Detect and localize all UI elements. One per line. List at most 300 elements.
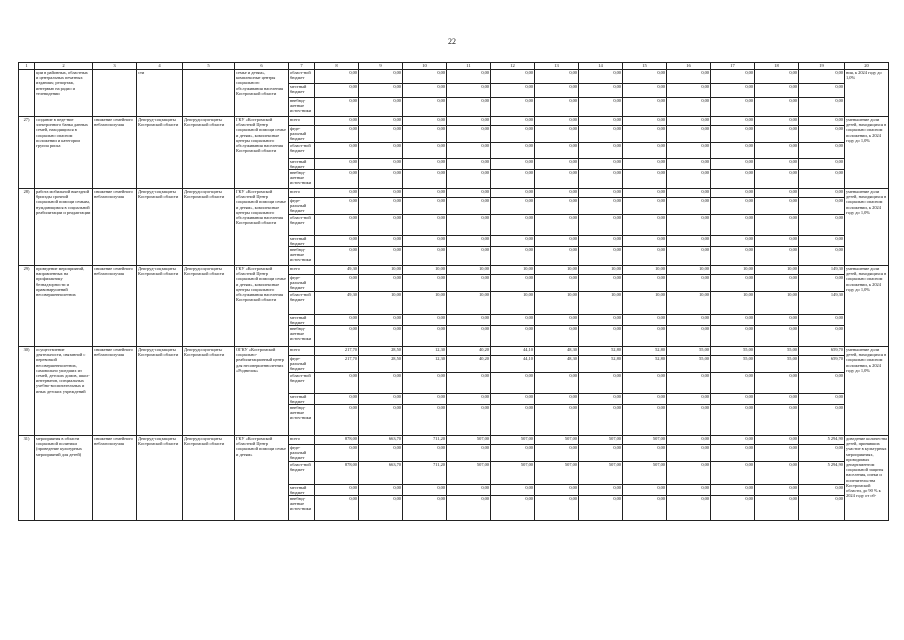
- amount-cell: 0,00: [799, 235, 845, 246]
- amount-cell: 659,70: [799, 347, 845, 356]
- amount-cell: 0,00: [667, 170, 711, 189]
- amount-cell: 0,00: [579, 326, 623, 347]
- amount-cell: 0,00: [403, 247, 447, 266]
- amount-cell: 0,00: [403, 235, 447, 246]
- funding-source: всего: [289, 117, 315, 126]
- amount-cell: 0,00: [535, 275, 579, 292]
- amount-cell: 0,00: [799, 214, 845, 235]
- amount-cell: 0,00: [447, 170, 491, 189]
- amount-cell: 507,00: [491, 436, 535, 445]
- amount-cell: 0,00: [447, 247, 491, 266]
- amount-cell: 878,00: [315, 461, 359, 484]
- amount-cell: 0,00: [711, 98, 755, 117]
- amount-cell: 0,00: [623, 198, 667, 215]
- page-number: 22: [448, 37, 456, 46]
- amount-cell: 10,00: [755, 266, 799, 275]
- column-header: 17: [711, 63, 755, 70]
- amount-cell: 0,00: [491, 198, 535, 215]
- amount-cell: 0,00: [535, 484, 579, 495]
- amount-cell: 0,00: [491, 235, 535, 246]
- funding-source: внебюд-жетные источ-ники: [289, 98, 315, 117]
- amount-cell: 0,00: [711, 235, 755, 246]
- amount-cell: 507,00: [623, 436, 667, 445]
- amount-cell: 10,00: [623, 291, 667, 314]
- amount-cell: 507,00: [535, 436, 579, 445]
- funding-source: местный бюджет: [289, 158, 315, 169]
- executor: семье и детям», комплексные центры социального обслуживания населения Костромской области: [235, 70, 289, 117]
- funding-source: местный бюджет: [289, 235, 315, 246]
- amount-cell: 0,00: [799, 126, 845, 143]
- row-number: 28): [19, 189, 35, 266]
- amount-cell: 0,00: [623, 189, 667, 198]
- amount-cell: 0,00: [667, 214, 711, 235]
- amount-cell: 0,00: [579, 158, 623, 169]
- amount-cell: 878,00: [315, 436, 359, 445]
- amount-cell: 10,00: [623, 266, 667, 275]
- amount-cell: 0,00: [315, 445, 359, 462]
- amount-cell: 0,00: [359, 445, 403, 462]
- amount-cell: 10,00: [711, 291, 755, 314]
- column-header: 18: [755, 63, 799, 70]
- funding-source: внебюд-жетные источ-ники: [289, 326, 315, 347]
- amount-cell: 0,00: [491, 98, 535, 117]
- amount-cell: 0,00: [315, 214, 359, 235]
- amount-cell: 0,00: [623, 126, 667, 143]
- amount-cell: 0,00: [535, 198, 579, 215]
- amount-cell: 0,00: [315, 170, 359, 189]
- column-header: 12: [491, 63, 535, 70]
- amount-cell: 0,00: [491, 170, 535, 189]
- amount-cell: 48,30: [535, 347, 579, 356]
- funding-source: феде-ральный бюджет: [289, 126, 315, 143]
- amount-cell: 0,00: [579, 189, 623, 198]
- amount-cell: 711,20: [403, 436, 447, 445]
- amount-cell: 0,00: [711, 84, 755, 98]
- amount-cell: 0,00: [535, 405, 579, 436]
- funding-source: област-ной бюджет: [289, 214, 315, 235]
- funding-source: феде-ральный бюджет: [289, 356, 315, 373]
- amount-cell: 10,00: [535, 291, 579, 314]
- amount-cell: 55,00: [711, 347, 755, 356]
- amount-cell: 0,00: [755, 461, 799, 484]
- amount-cell: 0,00: [623, 98, 667, 117]
- amount-cell: 0,00: [623, 484, 667, 495]
- amount-cell: 0,00: [579, 314, 623, 325]
- expected-result: уменьшение доли детей, находящихся в социально опасном положении, к 2024 году до 1,0%: [845, 347, 889, 436]
- amount-cell: 0,00: [667, 189, 711, 198]
- amount-cell: 0,00: [667, 326, 711, 347]
- amount-cell: 0,00: [755, 70, 799, 84]
- amount-cell: 0,00: [623, 158, 667, 169]
- amount-cell: 0,00: [711, 275, 755, 292]
- amount-cell: 0,00: [667, 275, 711, 292]
- amount-cell: 0,00: [403, 214, 447, 235]
- amount-cell: 0,00: [359, 247, 403, 266]
- amount-cell: 0,00: [447, 314, 491, 325]
- amount-cell: 0,00: [799, 142, 845, 158]
- program-table: [18, 62, 889, 521]
- amount-cell: 52,80: [579, 347, 623, 356]
- amount-cell: 0,00: [491, 247, 535, 266]
- amount-cell: 0,00: [711, 214, 755, 235]
- amount-cell: 0,00: [359, 405, 403, 436]
- amount-cell: 0,00: [491, 405, 535, 436]
- expected-result: уменьшение доли детей, находящихся в социально опасном положении, к 2024 году до 1,0%: [845, 117, 889, 189]
- coordinator: Депгрудсоцза-щиты Костромской области: [183, 189, 235, 266]
- measure-description: проведение мероприятий, направленных на профилактику безнадзорности и правонарушений несовершеннолетних: [35, 266, 93, 347]
- amount-cell: 0,00: [579, 405, 623, 436]
- funding-source: област-ной бюджет: [289, 142, 315, 158]
- amount-cell: 0,00: [315, 98, 359, 117]
- amount-cell: 0,00: [403, 70, 447, 84]
- co-executor: Депгруд-соцзащиты Костромской области: [137, 266, 183, 347]
- amount-cell: 0,00: [623, 117, 667, 126]
- amount-cell: 0,00: [403, 198, 447, 215]
- amount-cell: 0,00: [315, 275, 359, 292]
- amount-cell: 0,00: [491, 214, 535, 235]
- amount-cell: 0,00: [711, 170, 755, 189]
- amount-cell: 40,20: [447, 356, 491, 373]
- amount-cell: 0,00: [403, 170, 447, 189]
- amount-cell: 0,00: [579, 170, 623, 189]
- amount-cell: 659,70: [799, 356, 845, 373]
- amount-cell: 0,00: [579, 484, 623, 495]
- amount-cell: 0,00: [711, 158, 755, 169]
- amount-cell: 0,00: [711, 70, 755, 84]
- amount-cell: 0,00: [491, 142, 535, 158]
- amount-cell: 0,00: [755, 445, 799, 462]
- amount-cell: 0,00: [623, 275, 667, 292]
- amount-cell: 10,00: [711, 266, 755, 275]
- amount-cell: 0,00: [799, 117, 845, 126]
- amount-cell: 0,00: [667, 484, 711, 495]
- amount-cell: 0,00: [359, 198, 403, 215]
- amount-cell: 0,00: [799, 484, 845, 495]
- funding-source: феде-ральный бюджет: [289, 198, 315, 215]
- amount-cell: 0,00: [711, 189, 755, 198]
- amount-cell: 55,00: [667, 356, 711, 373]
- amount-cell: 52,80: [579, 356, 623, 373]
- amount-cell: 0,00: [447, 235, 491, 246]
- amount-cell: 0,00: [579, 445, 623, 462]
- amount-cell: 0,00: [359, 275, 403, 292]
- amount-cell: 0,00: [491, 314, 535, 325]
- amount-cell: 0,00: [315, 235, 359, 246]
- amount-cell: 55,00: [755, 347, 799, 356]
- task-cell: снижение семейного неблагополучия: [93, 266, 137, 347]
- amount-cell: 0,00: [535, 98, 579, 117]
- amount-cell: 0,00: [579, 235, 623, 246]
- task-cell: [93, 70, 137, 117]
- amount-cell: 0,00: [711, 372, 755, 393]
- amount-cell: 48,30: [535, 356, 579, 373]
- amount-cell: 55,00: [755, 356, 799, 373]
- amount-cell: 0,00: [491, 393, 535, 404]
- column-header: 15: [623, 63, 667, 70]
- amount-cell: 0,00: [711, 484, 755, 495]
- amount-cell: 0,00: [623, 314, 667, 325]
- amount-cell: 10,00: [403, 266, 447, 275]
- amount-cell: 507,00: [447, 461, 491, 484]
- amount-cell: 0,00: [667, 445, 711, 462]
- amount-cell: 0,00: [403, 393, 447, 404]
- amount-cell: 0,00: [711, 126, 755, 143]
- amount-cell: 507,00: [491, 461, 535, 484]
- row-number: [19, 70, 35, 117]
- amount-cell: 0,00: [447, 158, 491, 169]
- amount-cell: 0,00: [711, 314, 755, 325]
- funding-source: всего: [289, 436, 315, 445]
- amount-cell: 0,00: [799, 275, 845, 292]
- amount-cell: 0,00: [799, 84, 845, 98]
- amount-cell: 0,00: [315, 326, 359, 347]
- column-header: 4: [137, 63, 183, 70]
- amount-cell: 0,00: [491, 484, 535, 495]
- amount-cell: 0,00: [755, 117, 799, 126]
- amount-cell: 0,00: [711, 198, 755, 215]
- amount-cell: 0,00: [403, 275, 447, 292]
- column-header: 11: [447, 63, 491, 70]
- amount-cell: 0,00: [667, 461, 711, 484]
- amount-cell: 0,00: [711, 496, 755, 521]
- amount-cell: 49,30: [315, 291, 359, 314]
- amount-cell: 0,00: [799, 326, 845, 347]
- amount-cell: 0,00: [535, 496, 579, 521]
- amount-cell: 0,00: [755, 393, 799, 404]
- amount-cell: 0,00: [667, 436, 711, 445]
- amount-cell: 0,00: [403, 117, 447, 126]
- amount-cell: 0,00: [359, 314, 403, 325]
- amount-cell: 0,00: [755, 214, 799, 235]
- amount-cell: 0,00: [799, 170, 845, 189]
- amount-cell: 49,30: [315, 266, 359, 275]
- amount-cell: 0,00: [711, 436, 755, 445]
- coordinator: Депгрудсоцза-щиты Костромской области: [183, 117, 235, 189]
- amount-cell: 0,00: [755, 247, 799, 266]
- amount-cell: 0,00: [623, 142, 667, 158]
- amount-cell: 0,00: [711, 326, 755, 347]
- amount-cell: 0,00: [579, 496, 623, 521]
- amount-cell: 0,00: [667, 314, 711, 325]
- amount-cell: 0,00: [447, 275, 491, 292]
- amount-cell: 0,00: [755, 198, 799, 215]
- amount-cell: 0,00: [491, 326, 535, 347]
- amount-cell: 0,00: [667, 372, 711, 393]
- column-header: 1: [19, 63, 35, 70]
- amount-cell: 0,00: [579, 247, 623, 266]
- amount-cell: 10,00: [755, 291, 799, 314]
- expected-result: уменьшение доли детей, находящихся в социально опасном положении, к 2024 году до 1,0%: [845, 189, 889, 266]
- amount-cell: 0,00: [667, 247, 711, 266]
- amount-cell: 12,30: [403, 347, 447, 356]
- amount-cell: 0,00: [359, 214, 403, 235]
- amount-cell: 507,00: [623, 461, 667, 484]
- amount-cell: 0,00: [799, 372, 845, 393]
- executor: ГКУ «Костромской областной Центр социальной помощи семье и детям», комплексные центры социального обслуживания населения Костромской области: [235, 117, 289, 189]
- amount-cell: 0,00: [535, 142, 579, 158]
- funding-source: внебюд-жетные источ-ники: [289, 247, 315, 266]
- funding-source: област-ной бюджет: [289, 291, 315, 314]
- column-header: 9: [359, 63, 403, 70]
- amount-cell: 0,00: [535, 247, 579, 266]
- amount-cell: 10,00: [535, 266, 579, 275]
- amount-cell: 0,00: [403, 372, 447, 393]
- row-number: 30): [19, 347, 35, 436]
- amount-cell: 44,10: [491, 356, 535, 373]
- funding-source: внебюд-жетные источ-ники: [289, 496, 315, 521]
- task-cell: снижение семейного неблагополучия: [93, 436, 137, 521]
- amount-cell: 507,00: [579, 461, 623, 484]
- amount-cell: 0,00: [315, 84, 359, 98]
- amount-cell: 0,00: [755, 126, 799, 143]
- funding-source: местный бюджет: [289, 314, 315, 325]
- funding-source: област-ной бюджет: [289, 70, 315, 84]
- amount-cell: 0,00: [447, 484, 491, 495]
- amount-cell: 0,00: [799, 393, 845, 404]
- amount-cell: 0,00: [799, 98, 845, 117]
- amount-cell: 0,00: [403, 98, 447, 117]
- amount-cell: 10,00: [579, 291, 623, 314]
- amount-cell: 149,30: [799, 291, 845, 314]
- amount-cell: 0,00: [711, 117, 755, 126]
- amount-cell: 0,00: [359, 496, 403, 521]
- funding-source: всего: [289, 347, 315, 356]
- amount-cell: 0,00: [799, 405, 845, 436]
- amount-cell: 0,00: [799, 189, 845, 198]
- amount-cell: 0,00: [755, 235, 799, 246]
- executor: ОГКУ «Костромской социально-реабилитационный центр для несовершеннолетних «Родничок»: [235, 347, 289, 436]
- amount-cell: 217,70: [315, 347, 359, 356]
- amount-cell: 10,00: [491, 291, 535, 314]
- amount-cell: 0,00: [623, 405, 667, 436]
- amount-cell: 507,00: [579, 436, 623, 445]
- amount-cell: 0,00: [535, 84, 579, 98]
- amount-cell: 0,00: [359, 189, 403, 198]
- column-header: 14: [579, 63, 623, 70]
- amount-cell: 0,00: [447, 326, 491, 347]
- amount-cell: 0,00: [535, 314, 579, 325]
- amount-cell: 0,00: [447, 496, 491, 521]
- amount-cell: 0,00: [315, 496, 359, 521]
- amount-cell: 0,00: [799, 496, 845, 521]
- coordinator: [183, 70, 235, 117]
- executor: ГКУ «Костромской областной Центр социальной помощи семье и детям»: [235, 436, 289, 521]
- amount-cell: 28,50: [359, 347, 403, 356]
- executor: ГКУ «Костромской областной Центр социальной помощи семье и детям», комплексные центры социального обслуживания населения Костромской области: [235, 266, 289, 347]
- coordinator: Депгрудсоцза-щиты Костромской области: [183, 266, 235, 347]
- amount-cell: 0,00: [799, 314, 845, 325]
- amount-cell: 0,00: [667, 84, 711, 98]
- amount-cell: 0,00: [315, 70, 359, 84]
- amount-cell: 0,00: [403, 496, 447, 521]
- amount-cell: 663,70: [359, 461, 403, 484]
- amount-cell: 0,00: [667, 142, 711, 158]
- amount-cell: 0,00: [667, 496, 711, 521]
- amount-cell: 0,00: [667, 393, 711, 404]
- amount-cell: 0,00: [623, 70, 667, 84]
- amount-cell: 0,00: [799, 445, 845, 462]
- amount-cell: 0,00: [315, 372, 359, 393]
- amount-cell: 0,00: [315, 405, 359, 436]
- amount-cell: 0,00: [667, 70, 711, 84]
- measure-description: осуществление деятельности, связанной с перевозкой несовершеннолетних, самовольно ушедших из семей, детских домов, школ-интернатов, специальных учебно-воспитательных и иных детских учреждений: [35, 347, 93, 436]
- amount-cell: 0,00: [359, 484, 403, 495]
- amount-cell: 52,80: [623, 356, 667, 373]
- amount-cell: 0,00: [711, 393, 755, 404]
- amount-cell: 0,00: [755, 372, 799, 393]
- funding-source: местный бюджет: [289, 393, 315, 404]
- amount-cell: 0,00: [755, 436, 799, 445]
- amount-cell: 5 294,90: [799, 461, 845, 484]
- amount-cell: 0,00: [447, 70, 491, 84]
- amount-cell: 0,00: [447, 142, 491, 158]
- amount-cell: 0,00: [579, 142, 623, 158]
- amount-cell: 0,00: [491, 445, 535, 462]
- column-header: 20: [845, 63, 889, 70]
- amount-cell: 0,00: [579, 393, 623, 404]
- amount-cell: 0,00: [711, 142, 755, 158]
- amount-cell: 0,00: [579, 214, 623, 235]
- amount-cell: 0,00: [535, 70, 579, 84]
- amount-cell: 0,00: [535, 214, 579, 235]
- amount-cell: 10,00: [447, 266, 491, 275]
- amount-cell: 28,50: [359, 356, 403, 373]
- amount-cell: 10,00: [359, 266, 403, 275]
- amount-cell: 0,00: [667, 158, 711, 169]
- amount-cell: 0,00: [579, 84, 623, 98]
- amount-cell: 0,00: [535, 235, 579, 246]
- column-header: 8: [315, 63, 359, 70]
- expected-result: доведение количества детей, принявших участие в культурных мероприятиях, проводимых департаментом социальной защиты населения, опеки и попечительства Костромской области, до 90 % к 2024 году от об-: [845, 436, 889, 521]
- amount-cell: 0,00: [315, 126, 359, 143]
- amount-cell: 663,70: [359, 436, 403, 445]
- amount-cell: 0,00: [359, 393, 403, 404]
- amount-cell: 0,00: [447, 189, 491, 198]
- amount-cell: 0,00: [623, 372, 667, 393]
- amount-cell: 55,00: [711, 356, 755, 373]
- amount-cell: 0,00: [315, 314, 359, 325]
- amount-cell: 0,00: [755, 275, 799, 292]
- measure-description: мероприятия в области социальной политики (проведение культурных мероприятий для детей): [35, 436, 93, 521]
- column-header: 6: [235, 63, 289, 70]
- amount-cell: 0,00: [667, 235, 711, 246]
- amount-cell: 0,00: [755, 496, 799, 521]
- task-cell: снижение семейного неблагополучия: [93, 117, 137, 189]
- funding-source: внебюд-жетные источ-ники: [289, 405, 315, 436]
- row-number: 31): [19, 436, 35, 521]
- amount-cell: 0,00: [755, 98, 799, 117]
- amount-cell: 0,00: [535, 326, 579, 347]
- amount-cell: 0,00: [579, 372, 623, 393]
- amount-cell: 0,00: [799, 198, 845, 215]
- amount-cell: 5 294,90: [799, 436, 845, 445]
- amount-cell: 0,00: [403, 126, 447, 143]
- amount-cell: 0,00: [359, 126, 403, 143]
- amount-cell: 0,00: [755, 170, 799, 189]
- amount-cell: 0,00: [579, 98, 623, 117]
- amount-cell: 0,00: [403, 189, 447, 198]
- amount-cell: 0,00: [711, 461, 755, 484]
- amount-cell: 0,00: [359, 326, 403, 347]
- amount-cell: 0,00: [623, 247, 667, 266]
- amount-cell: 0,00: [535, 126, 579, 143]
- amount-cell: 0,00: [447, 98, 491, 117]
- amount-cell: 10,00: [403, 291, 447, 314]
- amount-cell: 0,00: [799, 158, 845, 169]
- amount-cell: 0,00: [403, 158, 447, 169]
- amount-cell: 0,00: [535, 117, 579, 126]
- amount-cell: 0,00: [403, 445, 447, 462]
